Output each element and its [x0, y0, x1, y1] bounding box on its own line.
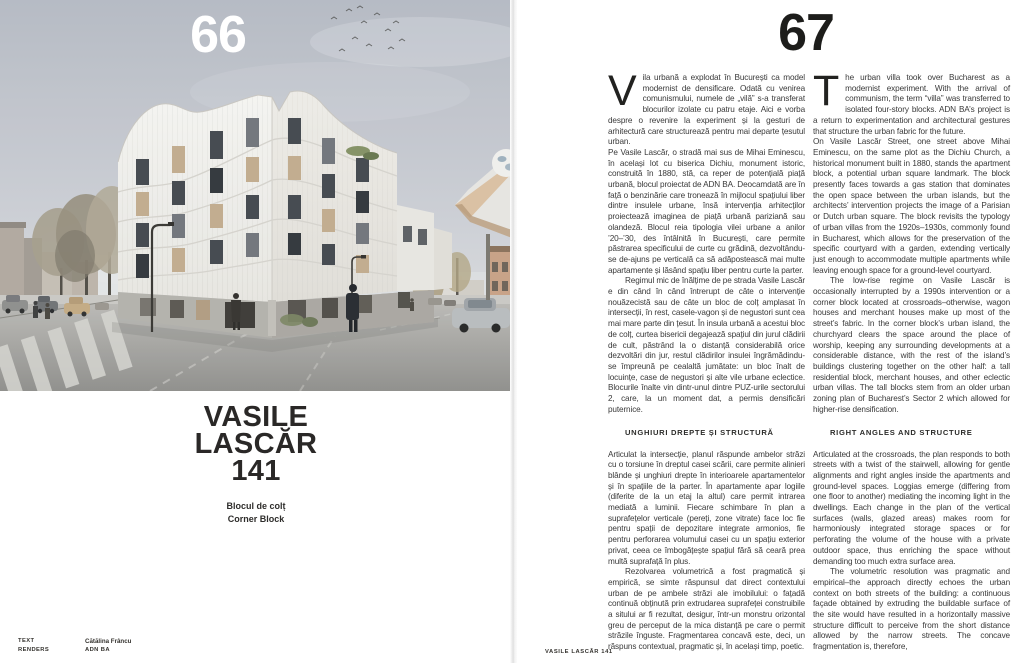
title-line-1: VASILE [203, 401, 309, 433]
credit-author: Cătălina Frâncu [85, 638, 132, 645]
page-number-left: 66 [190, 6, 246, 64]
paragraph [608, 67, 805, 148]
building-render-illustration [0, 0, 510, 391]
subtitle-romanian: Blocul de colț [226, 501, 286, 511]
paragraph: Pe Vasile Lascăr, o stradă mai sus de Mihai Eminescu, în același lot cu biserica Dichiu, monument istoric, construită în 1880, stă, ca reper de potențială piață urbană, blocul proiectat de ADN BA. Deocamdată are în față o benzinărie care tronează în mijlocul spațiului liber dintre insulele urbane, însă intervenția arhitecților proiectează imaginea de piață urbană pariziană sau olandeză. Blocul reia tipologia vilei urbane a anilor ’20–’30, des întâlnită în București, care permite păstrarea specificului de curte cu grădină, dezvoltându-se de-ajuns pe verticală ca să adăpostească mai multe apartamente și lăsând spațiu liber pentru curte la parter. [608, 147, 805, 275]
paragraph: On Vasile Lascăr Street, one street above Mihai Eminescu, on the same plot as the Dichiu Church, a historical monument built in 1880, stands the apartment block, a potential urban square landmark. The block presently faces towards a gas station that dominates the open space between the urban islands, but the architects’ intervention projects the image of a Parisian or Dutch urban square. The block revisits the typology of urban villas from the 1920s–1930s, commonly found in Bucharest, which allows for the preservation of the specific courtyard with a garden, extending vertically just enough to accommodate multiple apartments while leaving enough space for a ground-level courtyard. [813, 137, 1010, 275]
credits-footer [18, 637, 131, 655]
column-english [813, 67, 1010, 653]
paragraph: Articulat la intersecție, planul răspunde ambelor străzi cu o torsiune în dreptul casei scării, care permite alinieri blânde și unghiuri drepte în interioarele apartamentelor și în spațiile de la parter. În apartamente apar logiile (diferite de la un etaj la altul) care permit intrarea mediată a luminii. Fiecare schimbare în plan a suprafețelor verticale (pereți, zone vitrate) face loc fie pentru spații de depozitare integrate armonios, fie pentru perforarea volumului casei cu un spațiu exterior privat, ceea ce îmbogățește spațiul fără să ceară prea multă suprafață în plus. [608, 449, 805, 566]
paragraph: Articulated at the crossroads, the plan responds to both streets with a twist of the stairwell, allowing for gentle alignments and right angles inside the apartments and ground-level spaces. Loggias emerge (differing from one floor to another) mediating the incoming light in the dwellings. Each change in the plan of the vertical surfaces (walls, glazed areas) makes room for harmoniously integrated storage spaces or for perforating the volume of the house with a private outdoor space, thus enriching the space without demanding too much extra surface area. [813, 449, 1010, 566]
dropcap-english: T [813, 67, 840, 115]
subtitle-english: Corner Block [227, 513, 285, 524]
paragraph-text: he urban villa took over Bucharest as a modernist experiment. With the arrival of communism, the term “villa” was transferred to isolated four-story blocks. ADN BA’s project is a return to experimentation and architectural gestures that structure the urban fabric for the future. [813, 73, 1010, 136]
subtitle-block [0, 500, 512, 525]
credit-label-text: TEXT [18, 638, 35, 644]
paragraph [813, 67, 1010, 137]
page-right [517, 0, 1024, 663]
credit-label-renders: RENDERS [18, 647, 50, 653]
paragraph: Rezolvarea volumetrică a fost pragmatică și empirică, se simte răspunsul dat direct contextului urban de pe ambele străzi ale imobilului: o fațadă continuă obținută prin extrudarea suprafeței construibile a sitului ar fi rezultat, desigur, într-un monstru orizontal greu de perceput de la mica distanță pe care o permit străzile înguste. Fragmentarea concavă este, deci, un răspuns contextual, pragmatic și, în același timp, poetic. [608, 567, 805, 652]
paragraph: Regimul mic de înălțime de pe strada Vasile Lascăr e din când în când întrerupt de câte o intervenție nouăzecistă sau de câte un bloc de colț amplasat în intersecții, în rest, casele-vagon și de negustori sunt cea mai mare parte din țesut. În insula urbană a acestui bloc de colț, curtea bisericii degajează spațiul din jurul clădirii de cult, păstrând la o distanță considerabilă orice dezvoltări din jur, restul clădirilor insulei îngrămădindu-se împreună pe cealaltă jumătate: un bloc înalt de locuințe, case de negustori și alte vile urbane eclectice. Blocurile înalte vin dintr-unul dintre PUZ-urile sectorului 2, care, la un moment dat, a permis densificări puternice. [608, 276, 805, 414]
credit-values [85, 637, 131, 655]
article-title [0, 401, 512, 487]
section-heading-english: RIGHT ANGLES AND STRUCTURE [830, 427, 973, 437]
title-line-3: 141 [231, 455, 281, 487]
credit-renders-author: ADN BA [85, 647, 110, 653]
column-romanian [608, 67, 805, 653]
title-line-2: LASCĂR [194, 428, 318, 460]
paragraph: The low-rise regime on Vasile Lascăr is occasionally interrupted by a 1990s intervention or a corner block located at crossroads–otherwise, wagon houses and merchant houses make up most of the street’s fabric. In the corner block’s urban island, the churchyard clears the space around the place of worship, keeping any surrounding developments at a considerable distance, with the rest of the island’s buildings clustering together on the other half: a tall residential block, merchant houses, and other eclectic urban villas. The tall blocks stem from an older urban zoning plan of Bucharest’s Sector 2 which allowed for higher-rise densification. [813, 276, 1010, 414]
building-render [0, 0, 510, 391]
running-footer: VASILE LASCĂR 141 [545, 649, 613, 655]
haze-overlay [0, 0, 510, 391]
paragraph-text: ila urbană a explodat în București ca model modernist de densificare. Odată cu venirea comunismului, numele de „vilă” s-a transferat blocurilor izolate cu patru etaje. Aici e vorba despre o revenire la experiment și la gesturi de arhitectură care structurează pentru mai departe țesutul urban. [608, 73, 805, 147]
page-number-right: 67 [778, 4, 834, 62]
dropcap-romanian: V [608, 67, 637, 115]
title-block [0, 401, 512, 525]
section-heading-romanian: UNGHIURI DREPTE ȘI STRUCTURĂ [625, 427, 774, 437]
paragraph: The volumetric resolution was pragmatic and empirical–the approach directly echoes the urban context on both streets of the building: a continuous façade obtained by extruding the buildable surface of the site would have resulted in a horizontally massive structure difficult to perceive from the short distance allowed by the narrow streets. The concave fragmentation is, therefore, [813, 567, 1010, 652]
credit-labels [18, 637, 85, 655]
